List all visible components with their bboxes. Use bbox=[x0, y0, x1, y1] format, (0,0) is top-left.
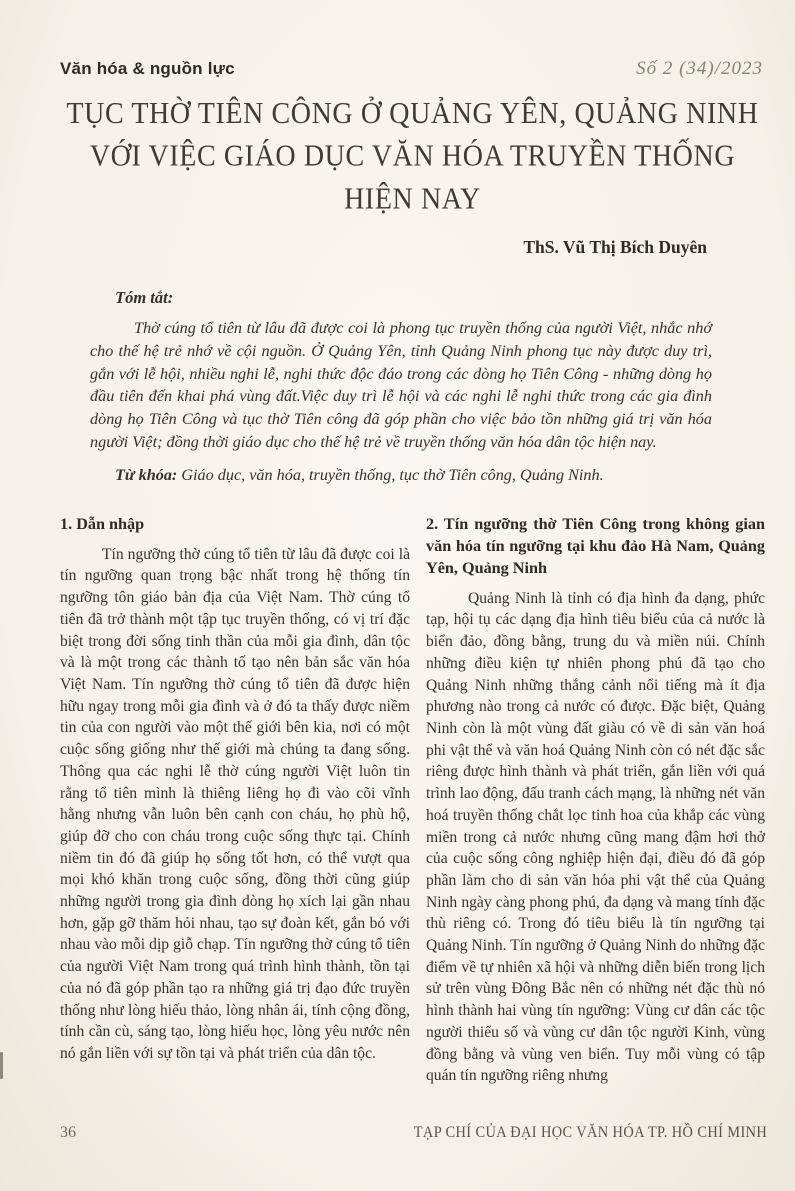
journal-name: Văn hóa & nguồn lực bbox=[60, 59, 235, 78]
article-title-line-2: VỚI VIỆC GIÁO DỤC VĂN HÓA TRUYỀN THỐNG bbox=[89, 139, 736, 174]
article-title bbox=[60, 92, 765, 221]
article-title-line-3: HIỆN NAY bbox=[344, 182, 481, 217]
keywords-label: Từ khóa: bbox=[115, 465, 178, 484]
author-byline: ThS. Vũ Thị Bích Duyên bbox=[523, 237, 707, 257]
two-column-body bbox=[60, 513, 765, 1087]
scan-edge-artifact bbox=[0, 1052, 3, 1079]
keywords-line bbox=[115, 466, 765, 485]
abstract-label: Tóm tắt: bbox=[115, 288, 174, 307]
section-1-heading: 1. Dẫn nhập bbox=[60, 514, 145, 533]
page-footer bbox=[60, 1124, 767, 1142]
journal-footer-title: TẠP CHÍ CỦA ĐẠI HỌC VĂN HÓA TP. HỒ CHÍ MINH bbox=[413, 1124, 767, 1142]
abstract-text: Thờ cúng tổ tiên từ lâu đã được coi là phong tục truyền thống của người Việt, nhắc nhớ cho thế hệ trẻ nhớ về cội nguồn. Ở Quảng Yên, tỉnh Quảng Ninh phong tục này được duy trì, gắn với lễ hội, nhiều nghi lễ, nghi thức độc đáo trong các dòng họ Tiên Công - những dòng họ đầu tiên đến khai phá vùng đất.Việc duy trì lễ hội và các nghi lễ nghi thức trong các gia đình dòng họ Tiên Công và tục thờ Tiên công đã góp phần cho việc bảo tồn những giá trị văn hóa người Việt; đồng thời giáo dục cho thế hệ trẻ về truyền thống văn hóa dân tộc hiện nay. bbox=[90, 319, 712, 451]
section-2-heading: 2. Tín ngưỡng thờ Tiên Công trong không gian văn hóa tín ngưỡng tại khu đảo Hà Nam, Quảng Yên, Quảng Ninh bbox=[426, 514, 765, 577]
section-1-paragraph: Tín ngưỡng thờ cúng tổ tiên từ lâu đã được coi là tín ngưỡng quan trọng bậc nhất trong hệ thống tín ngưỡng tôn giáo bản địa của Việt Nam. Thờ cúng tổ tiên đã trở thành một tập tục truyền thống, có vị trí đặc biệt trong đời sống tinh thần của mỗi gia đình, dân tộc và là một trong các thành tố tạo nên bản sắc văn hóa Việt Nam. Tín ngưỡng thờ cúng tổ tiên đã được hiện hữu ngay trong mỗi gia đình và ở đó ta thấy được niềm tin của con người vào một thế giới bên kia, nơi có một cuộc sống giống như thế giới mà chúng ta đang sống. Thông qua các nghi lễ thờ cúng người Việt luôn tin rằng tổ tiên mình là thiêng liêng họ đi vào cõi vĩnh hằng nhưng vẫn luôn bên cạnh con cháu, họ phù hộ, giúp đỡ cho con cháu trong cuộc sống thực tại. Chính niềm tin đó đã giúp họ sống tốt hơn, có thể vượt qua mọi khó khăn trong cuộc sống, đồng thời cũng giúp những người trong gia đình dòng họ xích lại gần nhau hơn, gặp gỡ thăm hỏi nhau, tạo sự đoàn kết, gắn bó với nhau vào mỗi dịp giỗ chạp. Tín ngưỡng thờ cúng tổ tiên của người Việt Nam trong quá trình hình thành, tồn tại của nó đã góp phần tạo ra những giá trị đạo đức truyền thống như lòng hiếu thảo, lòng nhân ái, tính cộng đồng, tính cần cù, sáng tạo, lòng hiếu học, lòng yêu nước nên nó gắn liền với sự tồn tại và phát triển của dân tộc. bbox=[60, 545, 410, 1062]
article-title-line-1: TỤC THỜ TIÊN CÔNG Ở QUẢNG YÊN, QUẢNG NINH bbox=[66, 96, 759, 131]
issue-number: Số 2 (34)/2023 bbox=[636, 58, 763, 79]
section-2-paragraph: Quảng Ninh là tỉnh có địa hình đa dạng, phức tạp, hội tụ các dạng địa hình tiêu biểu của cả nước là biển đảo, đồng bằng, trung du và miền núi. Chính những điều kiện tự nhiên phong phú đã tạo cho Quảng Ninh những thắng cảnh nổi tiếng mà ít địa phương nào trong cả nước có được. Đặc biệt, Quảng Ninh còn là một vùng đất giàu có về di sản văn hoá phi vật thể và văn hoá Quảng Ninh còn có nét đặc sắc riêng được hình thành và phát triển, gắn liền với quá trình lao động, đấu tranh cách mạng, là những nét văn hoá truyền thống chắt lọc tinh hoa của khắp các vùng miền trong cả nước nhưng cũng mang đậm hơi thở của cuộc sống công nghiệp hiện đại, điều đó đã góp phần làm cho di sản văn hóa phi vật thể của Quảng Ninh ngày càng phong phú, đa dạng và mang tính đặc thù riêng có. Trong đó tiêu biểu là tín ngưỡng tại Quảng Ninh. Tín ngưỡng ở Quảng Ninh do những đặc điểm về tự nhiên xã hội và những diễn biến trong lịch sử trên vùng Đông Bắc nên có những nét đặc thù nó hình thành hai vùng tín ngưỡng: Vùng cư dân các tộc người thiểu số và vùng cư dân tộc người Kinh, vùng đồng bằng và vùng ven biển. Tuy mỗi vùng có tập quán tín ngưỡng riêng nhưng bbox=[426, 589, 765, 1085]
page-header bbox=[60, 58, 765, 80]
column-left bbox=[60, 513, 410, 1087]
keywords-text: Giáo dục, văn hóa, truyền thống, tục thờ Tiên công, Quảng Ninh. bbox=[177, 465, 604, 484]
page-number: 36 bbox=[60, 1124, 76, 1141]
column-right bbox=[426, 513, 765, 1087]
